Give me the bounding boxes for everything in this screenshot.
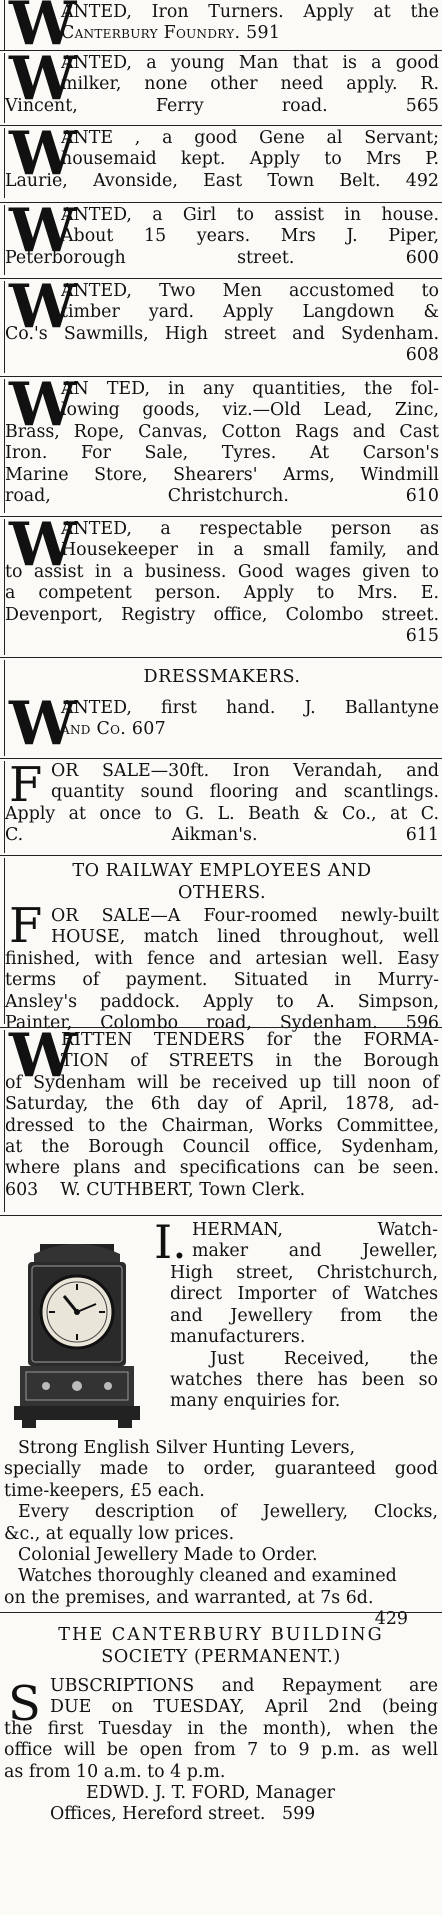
clock-illustration <box>12 1240 142 1430</box>
herman-body-text <box>4 1438 438 1631</box>
ad-line: Iron. For Sale, Tyres. At Carson's <box>5 443 439 464</box>
drop-cap: W <box>9 510 76 580</box>
ad-line: Strong English Silver Hunting Levers, <box>18 1438 356 1458</box>
ad-general-servant <box>4 119 439 198</box>
drop-cap: F <box>9 757 43 813</box>
divider <box>0 855 442 856</box>
ad-number: 615 <box>405 626 439 647</box>
ad-line: Brass, Rope, Canvas, Cotton Rags and Cast <box>5 421 439 442</box>
ad-line: Apply at once to G. L. Beath & Co., at C. <box>5 803 439 824</box>
ad-line: maker and Jeweller, <box>192 1241 438 1262</box>
section-heading: OTHERS. <box>177 883 267 903</box>
ad-line: ANTED, Two Men accustomed to <box>61 281 439 301</box>
drop-cap: W <box>9 119 76 189</box>
ad-line: Painter, Colombo road, Sydenham. 596 <box>5 1013 439 1034</box>
ad-number: 608 <box>405 345 439 366</box>
ad-line: 603 W. CUTHBERT, Town Clerk. <box>5 1179 306 1200</box>
ad-line: OR SALE—A Four-roomed newly-built <box>51 906 439 926</box>
ad-housekeeper <box>4 510 439 655</box>
drop-cap: W <box>9 272 76 342</box>
ad-line: Canterbury Foundry. 591 <box>61 23 281 44</box>
ad-line: Watches thoroughly cleaned and examined <box>18 1566 397 1587</box>
section-heading: DRESSMAKERS. <box>143 667 301 687</box>
ad-line: ANTE , a good Gene al Servant; <box>61 128 439 148</box>
ad-verandah <box>4 757 439 853</box>
ad-young-man <box>4 44 439 123</box>
section-heading: TO RAILWAY EMPLOYEES AND <box>72 861 372 881</box>
ad-line: HOUSE, match lined throughout, well <box>51 927 439 948</box>
ad-line: many enquiries for. <box>170 1391 341 1412</box>
drop-cap: W <box>9 689 76 759</box>
ad-line: Devenport, Registry office, Colombo street. <box>5 604 439 625</box>
ad-line: ANTED, a respectable person as <box>61 519 439 539</box>
ad-number: 429 <box>374 1609 408 1630</box>
ad-line: OR SALE—30ft. Iron Verandah, and <box>51 761 439 781</box>
ad-line: dressed to the Chairman, Works Committee, <box>5 1115 439 1136</box>
ad-line: housemaid kept. Apply to Mrs P. <box>61 149 439 170</box>
ad-line: Laurie, Avonside, East Town Belt. 492 <box>5 170 439 191</box>
ad-line: milker, none other need apply. R. <box>61 74 439 95</box>
ad-line: ANTED, first hand. J. Ballantyne <box>61 698 439 718</box>
drop-cap: F <box>9 898 43 954</box>
ad-line: watches there has been so <box>170 1370 438 1391</box>
drop-cap: W <box>9 1021 76 1091</box>
ad-line: Housekeeper in a small family, and <box>61 540 439 561</box>
ad-line: TION of STREETS in the Borough <box>61 1051 439 1072</box>
ad-line: specially made to order, guaranteed good <box>4 1459 438 1480</box>
ad-line: DUE on TUESDAY, April 2nd (being <box>50 1697 438 1718</box>
ad-two-men <box>4 272 439 373</box>
ad-line: ANTED, a young Man that is a good <box>61 53 439 73</box>
ad-line: the first Tuesday in the month), when the <box>4 1718 438 1739</box>
ad-line: Saturday, the 6th day of April, 1878, ad- <box>5 1094 439 1115</box>
ad-line: and Co. 607 <box>61 719 167 740</box>
drop-cap: W <box>9 0 76 59</box>
drop-cap: W <box>9 370 76 440</box>
divider <box>0 1612 442 1613</box>
ad-dressmakers <box>4 660 439 759</box>
ad-line: finished, with fence and artesian well. Easy <box>5 948 439 969</box>
ad-line: Vincent, Ferry road. 565 <box>5 95 439 116</box>
ad-line: a competent person. Apply to Mrs. E. <box>5 583 439 604</box>
ad-line: direct Importer of Watches <box>170 1284 438 1305</box>
ad-building-society <box>4 1616 438 1915</box>
ad-railway-house <box>4 858 439 1034</box>
ad-line: lowing goods, viz.—Old Lead, Zinc, <box>61 400 439 421</box>
ad-line: as from 10 a.m. to 4 p.m. <box>4 1761 226 1782</box>
ad-line: High street, Christchurch, <box>170 1263 438 1283</box>
ad-line: ANTED, Iron Turners. Apply at the <box>61 2 439 22</box>
ad-line: Colonial Jewellery Made to Order. <box>18 1545 318 1566</box>
ad-line: EDWD. J. T. FORD, Manager <box>86 1783 335 1804</box>
ad-line: Every description of Jewellery, Clocks, <box>18 1502 438 1523</box>
ad-line: AN TED, in any quantities, the fol- <box>61 379 439 399</box>
ad-line: C. Aikman's. 611 <box>5 825 439 846</box>
drop-cap: W <box>9 44 76 114</box>
divider <box>0 1215 442 1216</box>
ad-line: Marine Store, Shearers' Arms, Windmill <box>5 464 439 485</box>
ad-line: road, Christchurch. 610 <box>5 486 439 507</box>
ad-line: timber yard. Apply Langdown & <box>61 302 439 323</box>
ad-girl-house <box>4 196 439 275</box>
ad-goods-wanted <box>4 370 439 513</box>
ad-line: Just Received, the <box>210 1348 438 1369</box>
ad-line: to assist in a business. Good wages given to <box>5 561 439 582</box>
section-heading: SOCIETY (PERMANENT.) <box>101 1647 341 1667</box>
ad-line: Co.'s Sawmills, High street and Sydenham. <box>5 323 439 344</box>
ad-line: UBSCRIPTIONS and Repayment are <box>50 1676 438 1696</box>
ad-line: terms of payment. Situated in Murry- <box>5 970 439 991</box>
ad-line: at the Borough Council office, Sydenham, <box>5 1137 439 1158</box>
divider <box>0 657 442 658</box>
ad-line: Offices, Hereford street. 599 <box>50 1804 316 1825</box>
ad-line: of Sydenham will be received up till noon of <box>5 1072 439 1093</box>
ad-line: Peterborough street. 600 <box>5 247 439 268</box>
ad-line: HERMAN, Watch- <box>192 1220 438 1240</box>
ad-line: Ansley's paddock. Apply to A. Simpson, <box>5 991 439 1012</box>
herman-mid-text <box>170 1263 438 1413</box>
ad-line: office will be open from 7 to 9 p.m. as well <box>4 1740 438 1761</box>
ad-line: on the premises, and warranted, at 7s 6d. <box>4 1587 374 1608</box>
ad-line: and Jewellery from the <box>170 1305 438 1326</box>
ad-line: RITTEN TENDERS for the FORMA- <box>61 1030 439 1050</box>
ad-herman-watchmaker <box>4 1215 438 1630</box>
ad-iron-turners <box>4 0 439 59</box>
ad-line: &c., at equally low prices. <box>4 1523 235 1544</box>
ad-line: About 15 years. Mrs J. Piper, <box>61 226 439 247</box>
ad-line: quantity sound flooring and scantlings. <box>51 782 439 803</box>
herman-top-text <box>192 1220 438 1263</box>
ad-line: ANTED, a Girl to assist in house. <box>61 205 439 225</box>
drop-cap: W <box>9 196 76 266</box>
divider <box>0 758 442 759</box>
ad-line: manufacturers. <box>170 1327 306 1348</box>
section-heading: THE CANTERBURY BUILDING <box>58 1625 384 1645</box>
ad-line: where plans and specifications can be seen. <box>5 1158 439 1179</box>
drop-cap: S <box>8 1676 41 1732</box>
ad-line: time-keepers, £5 each. <box>4 1480 205 1501</box>
drop-cap: I. <box>154 1215 187 1269</box>
